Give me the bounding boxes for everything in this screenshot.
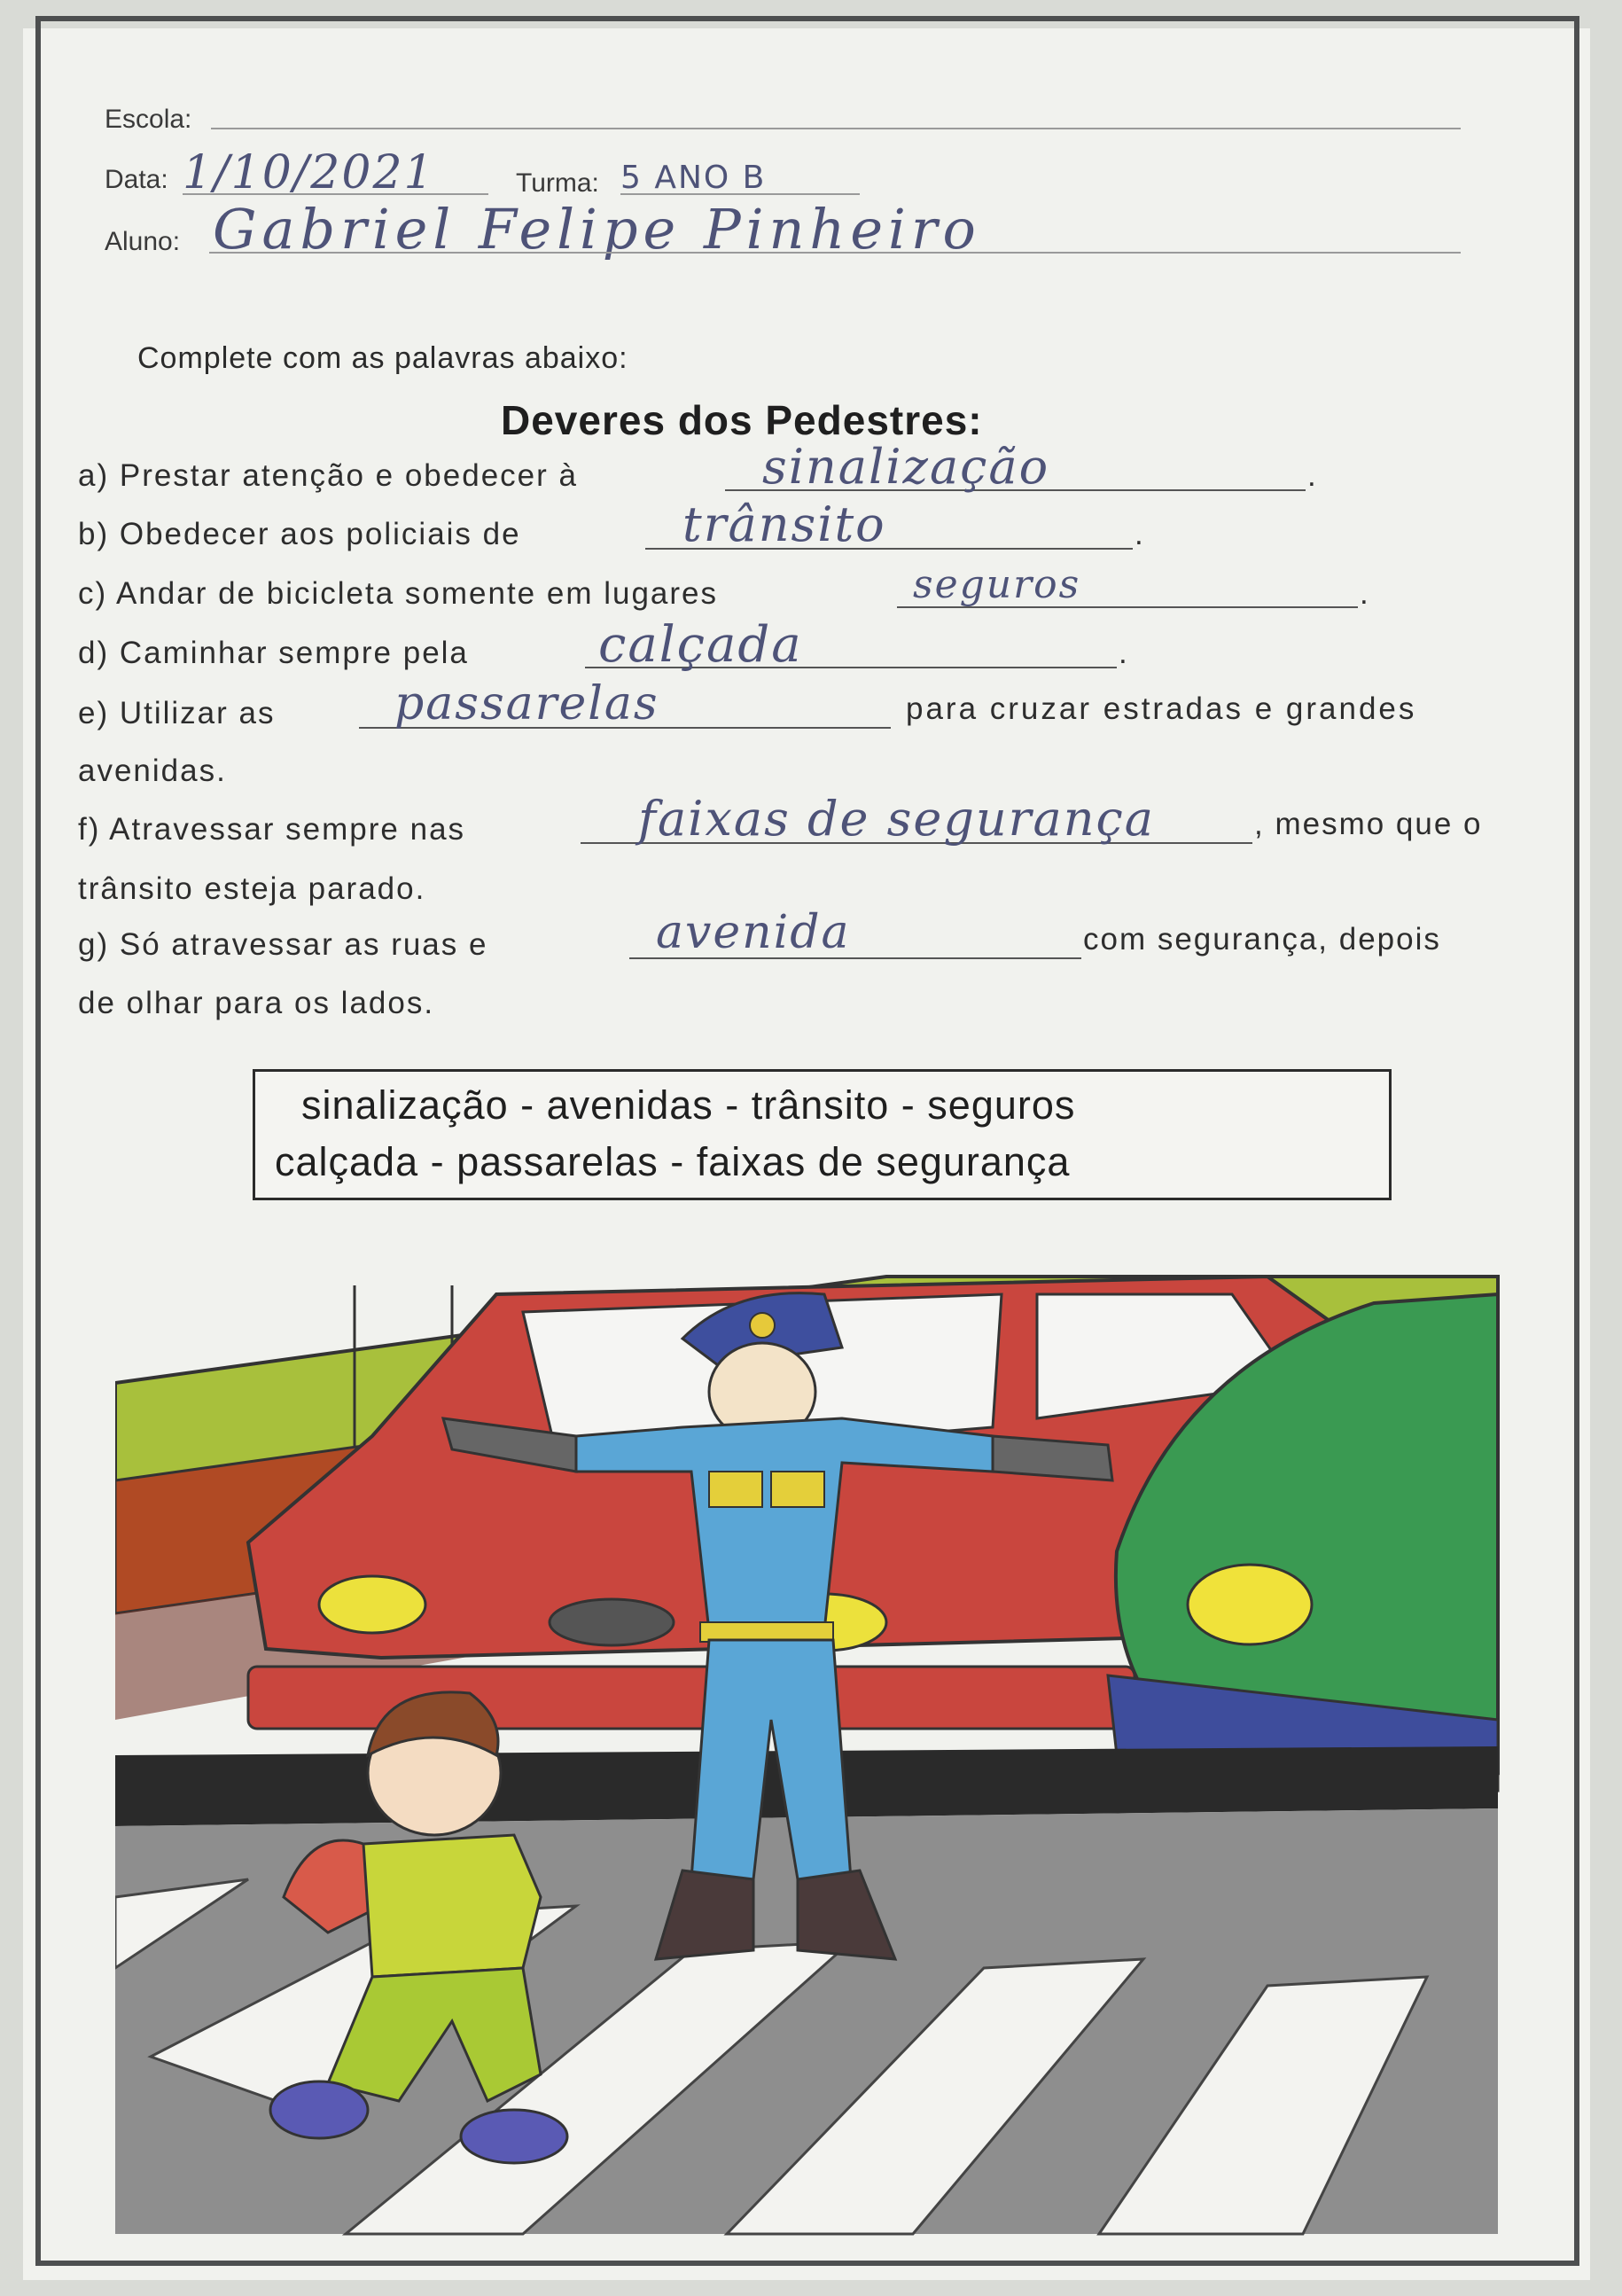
item-g-prefix: g) Só atravessar as ruas e [78,927,488,962]
word-bank-line-1: sinalização - avenidas - trânsito - seguros [301,1082,1076,1128]
item-f-answer: faixas de segurança [638,791,1155,847]
aluno-value: Gabriel Felipe Pinheiro [213,197,981,262]
item-b-answer: trânsito [682,496,886,552]
word-bank-line-2: calçada - passarelas - faixas de segurança [275,1139,1071,1184]
worksheet-title: Deveres dos Pedestres: [501,397,983,443]
turma-value: 5 ANO B [620,160,767,196]
data-line [183,193,488,195]
item-d-answer: calçada [598,616,803,674]
item-g-answer: avenida [656,906,851,959]
traffic-illustration [115,1259,1551,2243]
item-b-prefix: b) Obedecer aos policiais de [78,517,521,551]
item-f-prefix: f) Atravessar sempre nas [78,812,466,847]
turma-label: Turma: [516,168,599,198]
item-c-prefix: c) Andar de bicicleta somente em lugares [78,576,718,611]
item-a-prefix: a) Prestar atenção e obedecer à [78,458,578,493]
instruction-text: Complete com as palavras abaixo: [137,341,628,375]
aluno-line [209,252,1461,254]
data-label: Data: [105,165,168,194]
item-g-suffix: com segurança, depois [1083,922,1441,957]
turma-line [620,193,860,195]
data-value: 1/10/2021 [183,146,435,199]
right-glove [993,1436,1112,1480]
escola-line [211,128,1461,129]
item-b-suffix: . [1135,517,1145,551]
item-a-answer: sinalização [762,439,1050,495]
item-e-prefix: e) Utilizar as [78,696,276,730]
item-e-continuation: avenidas. [78,754,227,788]
item-f-continuation: trânsito esteja parado. [78,871,426,906]
item-a-suffix: . [1307,458,1318,493]
item-c-answer: seguros [913,562,1081,607]
item-c-suffix: . [1360,576,1370,611]
item-g-continuation: de olhar para os lados. [78,986,435,1020]
aluno-label: Aluno: [105,227,181,256]
item-e-answer: passarelas [394,677,659,730]
item-d-prefix: d) Caminhar sempre pela [78,636,469,670]
item-e-suffix: para cruzar estradas e grandes [906,691,1417,726]
word-bank-box [253,1069,1392,1200]
item-f-suffix: , mesmo que o [1254,807,1483,841]
item-d-suffix: . [1119,636,1129,670]
escola-label: Escola: [105,105,192,134]
